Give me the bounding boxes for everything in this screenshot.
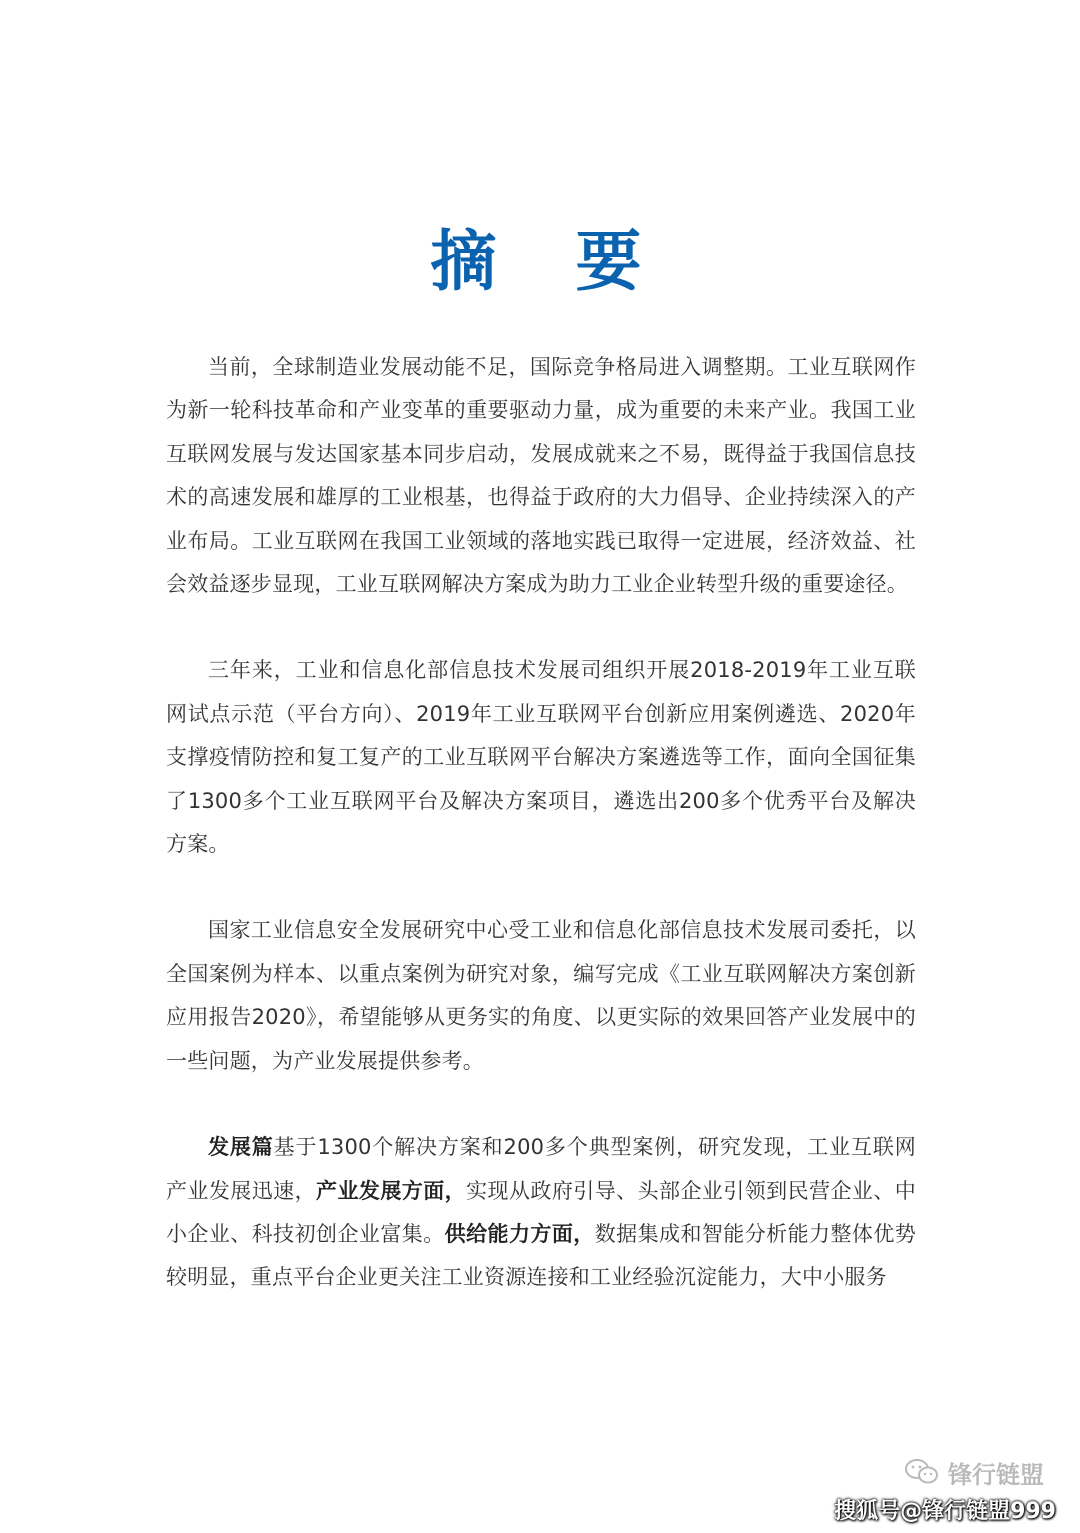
watermark-sohu: 搜狐号@锋行链盟999	[834, 1499, 1056, 1524]
paragraph-4-text-1: 基于1300个解决方案和200多个典型案例，研究发现，工业互联网产业发展迅速，	[166, 1135, 916, 1203]
paragraph-4	[166, 1126, 916, 1300]
paragraph-4-text-2: 实现从政府引导、头部企业引领到民营企业、中小企业、科技初创企业富集。	[166, 1178, 916, 1246]
paragraph-2: 三年来，工业和信息化部信息技术发展司组织开展2018-2019年工业互联网试点示范（平台方向）、2019年工业互联网平台创新应用案例遴选、2020年支撑疫情防控和复工复产的工业互联网平台解决方案遴选等工作，面向全国征集了1300多个工业互联网平台及解决方案项目，遴选出200多个优秀平台及解决方案。	[166, 658, 916, 857]
paragraph-4-text-3: 数据集成和智能分析能力整体优势较明显，重点平台企业更关注工业资源连接和工业经验沉淀能力，大中小服务	[166, 1221, 916, 1290]
paragraph-1: 当前，全球制造业发展动能不足，国际竞争格局进入调整期。工业互联网作为新一轮科技革命和产业变革的重要驱动力量，成为重要的未来产业。我国工业互联网发展与发达国家基本同步启动，发展成就来之不易，既得益于我国信息技术的高速发展和雄厚的工业根基，也得益于政府的大力倡导、企业持续深入的产业布局。工业互联网在我国工业领域的落地实践已取得一定进展，经济效益、社会效益逐步显现，工业互联网解决方案成为助力工业企业转型升级的重要途径。	[166, 355, 916, 597]
page-title: 摘 要	[430, 223, 670, 300]
watermark-channel	[904, 1455, 1044, 1489]
bold-term-supply: 供给能力方面，	[444, 1221, 595, 1246]
wechat-icon	[904, 1458, 940, 1486]
paragraph-3: 国家工业信息安全发展研究中心受工业和信息化部信息技术发展司委托，以全国案例为样本、以重点案例为研究对象，编写完成《工业互联网解决方案创新应用报告2020》，希望能够从更务实的角度、以更实际的效果回答产业发展中的一些问题，为产业发展提供参考。	[166, 918, 916, 1073]
abstract-body	[166, 346, 916, 1343]
watermark	[816, 1455, 1056, 1525]
watermark-channel-name: 锋行链盟	[948, 1460, 1044, 1489]
bold-term-industry: 产业发展方面，	[316, 1178, 467, 1203]
bold-term-development: 发展篇	[208, 1135, 274, 1160]
